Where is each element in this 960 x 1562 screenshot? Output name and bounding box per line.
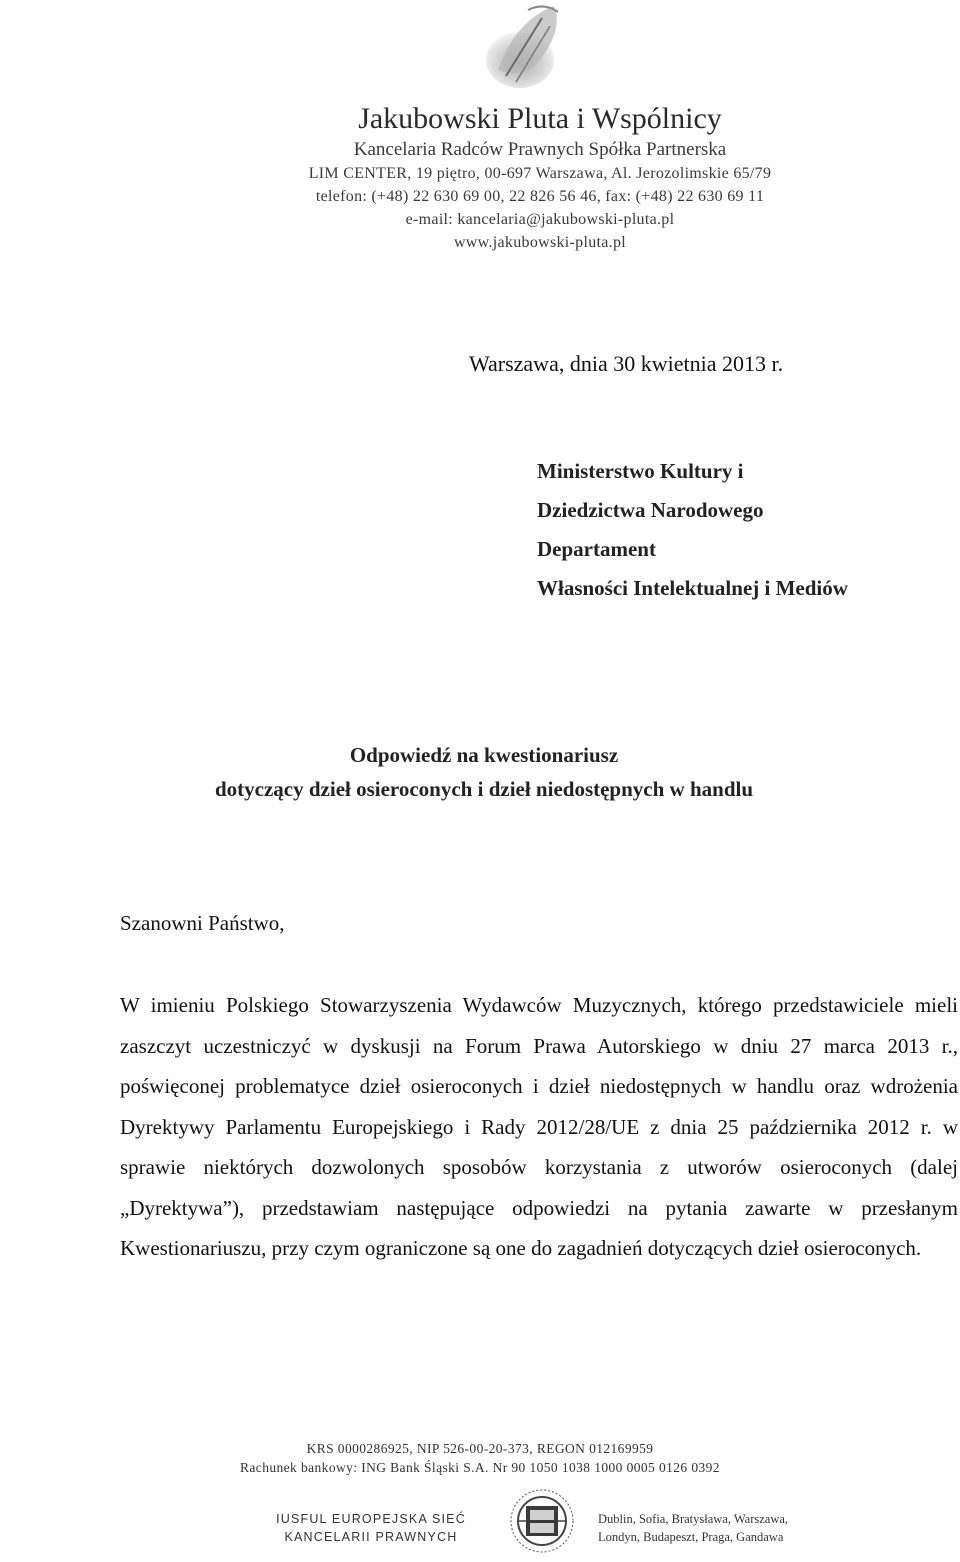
network-name — [240, 1510, 502, 1546]
footer-network — [240, 1488, 840, 1554]
letterhead — [240, 100, 840, 254]
firm-type: Kancelaria Radców Prawnych Spółka Partnerska — [353, 139, 727, 160]
greeting: Szanowni Państwo, — [120, 911, 285, 935]
subject-line: dotyczący dzieł osieroconych i dzieł niedostępnych w handlu — [214, 777, 754, 801]
addressee-line: Dziedzictwa Narodowego — [537, 498, 764, 522]
firm-logo-icon — [468, 0, 588, 92]
addressee-block — [537, 452, 937, 608]
body-paragraph: W imieniu Polskiego Stowarzyszenia Wydawców Muzycznych, którego przedstawiciele mieli zaszczyt uczestniczyć w dyskusji na Forum Prawa Autorskiego w dniu 27 marca 2013 r., poświęconej problematyce dzieł osieroconych i dzieł niedostępnych w handlu oraz wdrożenia Dyrektywy Parlamentu Europejskiego i Rady 2012/28/UE z dnia 25 października 2012 r. w sprawie niektórych dozwolonych sposobów korzystania z utworów osieroconych (dalej „Dyrektywa”), przedstawiam następujące odpowiedzi na pytania zawarte w przesłanym Kwestionariuszu, przy czym ograniczone są one do zagadnień dotyczących dzieł osieroconych. — [120, 993, 958, 1260]
firm-website: www.jakubowski-pluta.pl — [453, 234, 627, 251]
firm-phone: telefon: (+48) 22 630 69 00, 22 826 56 46, fax: (+48) 22 630 69 11 — [315, 188, 765, 205]
firm-name: Jakubowski Pluta i Wspólnicy — [358, 102, 722, 135]
footer-registration — [0, 1439, 960, 1477]
network-cities — [598, 1510, 838, 1546]
subject-line: Odpowiedź na kwestionariusz — [349, 743, 619, 767]
bank-account: Rachunek bankowy: ING Bank Śląski S.A. Nr 90 1050 1038 1000 0005 0126 0392 — [240, 1460, 720, 1475]
network-line: IUSFUL EUROPEJSKA SIEĆ — [276, 1512, 466, 1526]
subject-block — [120, 738, 848, 806]
addressee-line: Ministerstwo Kultury i — [537, 459, 744, 483]
firm-address: LIM CENTER, 19 piętro, 00-697 Warszawa, Al. Jerozolimskie 65/79 — [308, 165, 772, 182]
firm-email: e-mail: kancelaria@jakubowski-pluta.pl — [405, 211, 675, 228]
registry-numbers: KRS 0000286925, NIP 526-00-20-373, REGON 012169959 — [306, 1441, 654, 1456]
cities-line: Londyn, Budapeszt, Praga, Gandawa — [598, 1530, 784, 1544]
cities-line: Dublin, Sofia, Bratysława, Warszawa, — [598, 1512, 789, 1526]
addressee-line: Własności Intelektualnej i Mediów — [537, 576, 848, 600]
iusful-seal-icon — [508, 1488, 576, 1554]
addressee-line: Departament — [537, 537, 656, 561]
letter-date: Warszawa, dnia 30 kwietnia 2013 r. — [469, 351, 784, 376]
network-line: KANCELARII PRAWNYCH — [284, 1530, 458, 1544]
